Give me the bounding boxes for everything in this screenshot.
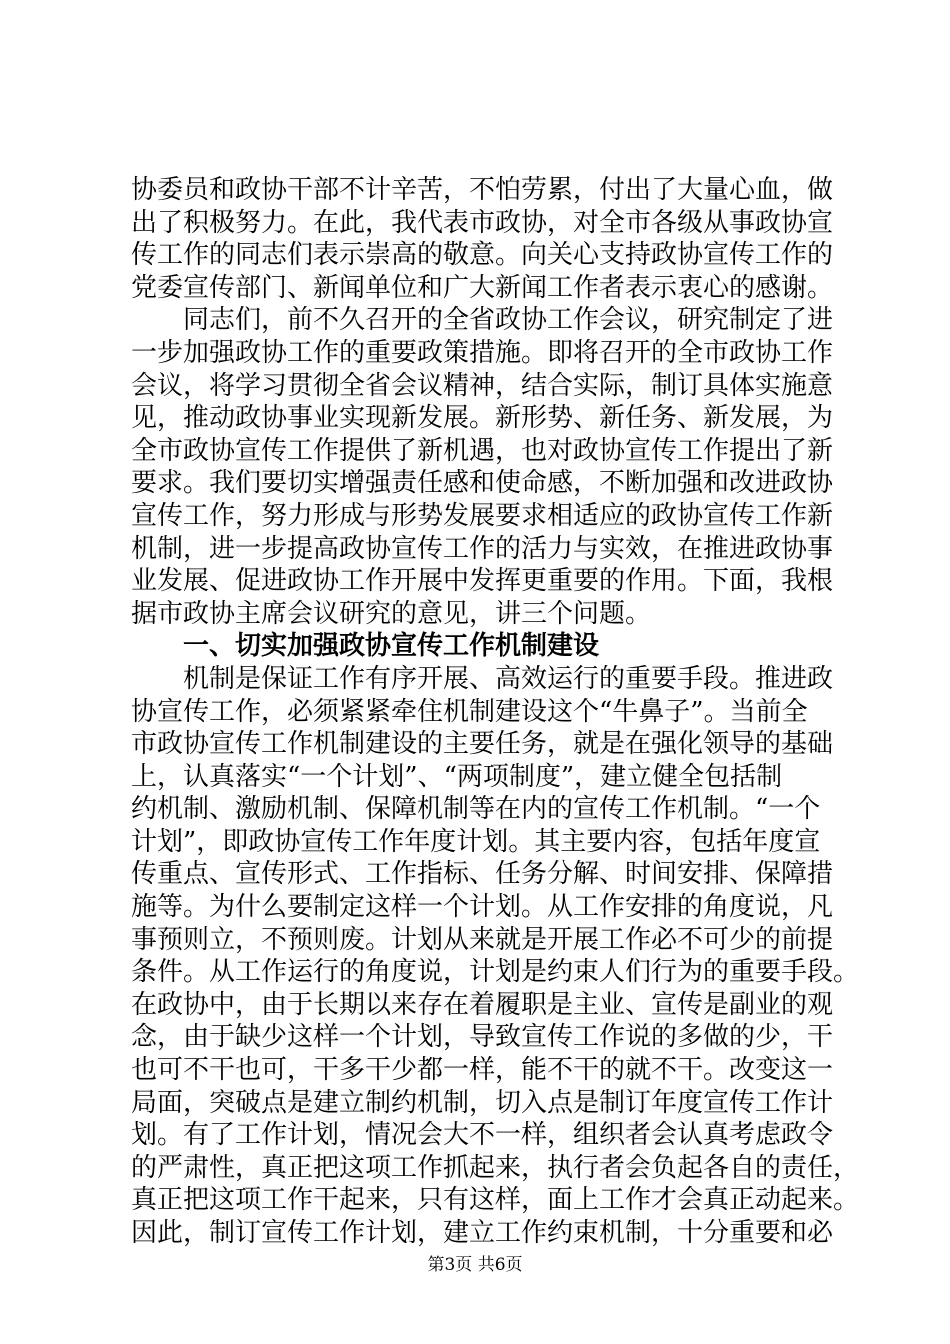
text-line: 出了积极努力。在此，我代表市政协，对全市各级从事政协宣 — [131, 207, 834, 238]
text-line: 的严肃性，真正把这项工作抓起来，执行者会负起各自的责任， — [131, 1152, 860, 1183]
text-line: 市政协宣传工作机制建设的主要任务，就是在强化领导的基础 — [131, 729, 834, 760]
text-line: 见，推动政协事业实现新发展。新形势、新任务、新发展，为 — [131, 403, 834, 434]
text-line: 传工作的同志们表示崇高的敬意。向关心支持政协宣传工作的 — [131, 240, 834, 271]
text-line: 在政协中，由于长期以来存在着履职是主业、宣传是副业的观 — [131, 989, 834, 1020]
text-line: 协委员和政协干部不计辛苦，不怕劳累，付出了大量心血，做 — [131, 175, 834, 205]
text-line: 传重点、宣传形式、工作指标、任务分解、时间安排、保障措 — [131, 859, 834, 890]
text-line: 要求。我们要切实增强责任感和使命感，不断加强和改进政协 — [131, 468, 834, 499]
text-line: 划。有了工作计划，情况会大不一样，组织者会认真考虑政令 — [131, 1120, 834, 1151]
text-line: 真正把这项工作干起来，只有这样，面上工作才会真正动起来。 — [131, 1185, 860, 1216]
text-line: 业发展、促进政协工作开展中发挥更重要的作用。下面，我根 — [131, 566, 834, 597]
text-line: 党委宣传部门、新闻单位和广大新闻工作者表示衷心的感谢。 — [131, 272, 834, 303]
text-line: 同志们，前不久召开的全省政协工作会议，研究制定了进 — [131, 305, 834, 336]
text-line: 念，由于缺少这样一个计划，导致宣传工作说的多做的少，干 — [131, 1022, 834, 1053]
text-line: 全市政协宣传工作提供了新机遇，也对政协宣传工作提出了新 — [131, 435, 834, 466]
text-line: 也可不干也可，干多干少都一样，能不干的就不干。改变这一 — [131, 1055, 834, 1086]
section-heading: 一、切实加强政协宣传工作机制建设 — [131, 631, 600, 662]
text-line: 施等。为什么要制定这样一个计划。从工作安排的角度说，凡 — [131, 892, 834, 923]
text-line: 计划”，即政协宣传工作年度计划。其主要内容，包括年度宣 — [131, 826, 821, 857]
document-body — [131, 174, 860, 1250]
text-line: 宣传工作，努力形成与形势发展要求相适应的政协宣传工作新 — [131, 500, 834, 531]
page-footer — [0, 1250, 950, 1275]
text-line: 局面，突破点是建立制约机制，切入点是制订年度宣传工作计 — [131, 1087, 834, 1118]
text-line: 会议，将学习贯彻全省会议精神，结合实际，制订具体实施意 — [131, 370, 834, 401]
text-line: 一步加强政协工作的重要政策措施。即将召开的全市政协工作 — [131, 337, 834, 368]
text-line: 因此，制订宣传工作计划，建立工作约束机制，十分重要和必 — [131, 1218, 834, 1248]
text-line: 约机制、激励机制、保障机制等在内的宣传工作机制。“一个 — [131, 794, 821, 825]
text-line: 机制是保证工作有序开展、高效运行的重要手段。推进政 — [131, 663, 834, 694]
page-number: 第3页 共6页 — [427, 1255, 523, 1275]
text-line: 协宣传工作，必须紧紧牵住机制建设这个“牛鼻子”。当前全 — [131, 696, 808, 727]
text-line: 机制，进一步提高政协宣传工作的活力与实效，在推进政协事 — [131, 533, 834, 564]
text-line: 据市政协主席会议研究的意见，讲三个问题。 — [131, 598, 652, 629]
text-line: 条件。从工作运行的角度说，计划是约束人们行为的重要手段。 — [131, 957, 860, 988]
text-line: 上，认真落实“一个计划”、“两项制度”，建立健全包括制 — [131, 761, 783, 792]
text-line: 事预则立，不预则废。计划从来就是开展工作必不可少的前提 — [131, 924, 834, 955]
